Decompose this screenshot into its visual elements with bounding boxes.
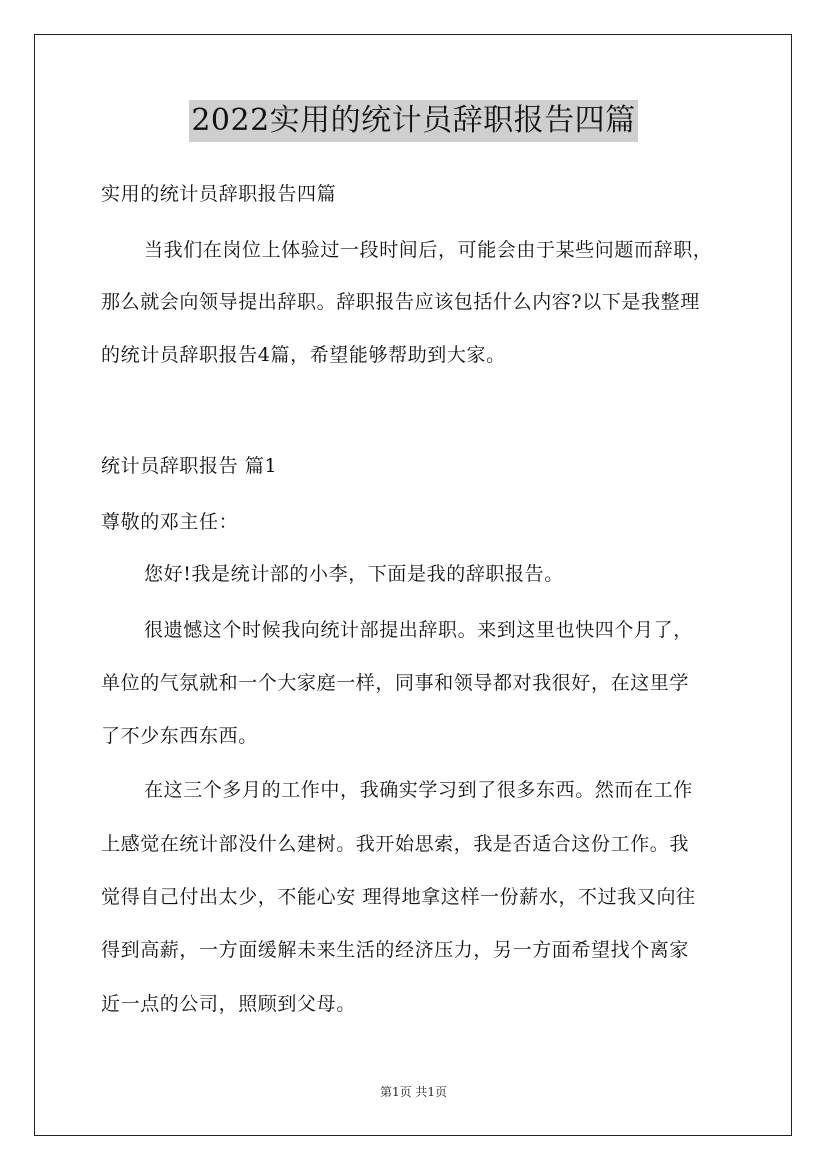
salutation-line: 尊敬的邓主任： — [101, 511, 239, 533]
paragraph-line: 很遗憾这个时候我向统计部提出辞职。来到这里也快四个月了， — [144, 619, 693, 641]
subtitle-line: 实用的统计员辞职报告四篇 — [101, 183, 337, 205]
paragraph-line: 觉得自己付出太少，不能心安 理得地拿这样一份薪水，不过我又向往 — [101, 886, 696, 908]
paragraph-line: 得到高薪，一方面缓解未来生活的经济压力，另一方面希望找个离家 — [101, 939, 690, 961]
paragraph-line: 上感觉在统计部没什么建树。我开始思索，我是否适合这份工作。我 — [101, 833, 690, 855]
page-footer: 第1页 共1页 — [379, 1085, 448, 1099]
paragraph-line: 了不少东西东西。 — [101, 725, 258, 747]
document-title: 2022实用的统计员辞职报告四篇 — [189, 100, 637, 142]
paragraph-line: 您好!我是统计部的小李，下面是我的辞职报告。 — [144, 563, 564, 585]
paragraph-line: 在这三个多月的工作中，我确实学习到了很多东西。然而在工作 — [144, 779, 693, 801]
paragraph-line: 单位的气氛就和一个大家庭一样，同事和领导都对我很好，在这里学 — [101, 672, 690, 694]
section-heading: 统计员辞职报告 篇1 — [101, 455, 278, 477]
paragraph-line: 当我们在岗位上体验过一段时间后，可能会由于某些问题而辞职， — [144, 239, 713, 261]
paragraph-line: 那么就会向领导提出辞职。辞职报告应该包括什么内容?以下是我整理 — [101, 291, 700, 313]
title-container — [0, 100, 827, 142]
paragraph-line: 近一点的公司，照顾到父母。 — [101, 993, 356, 1015]
paragraph-line: 的统计员辞职报告4篇，希望能够帮助到大家。 — [101, 344, 506, 366]
